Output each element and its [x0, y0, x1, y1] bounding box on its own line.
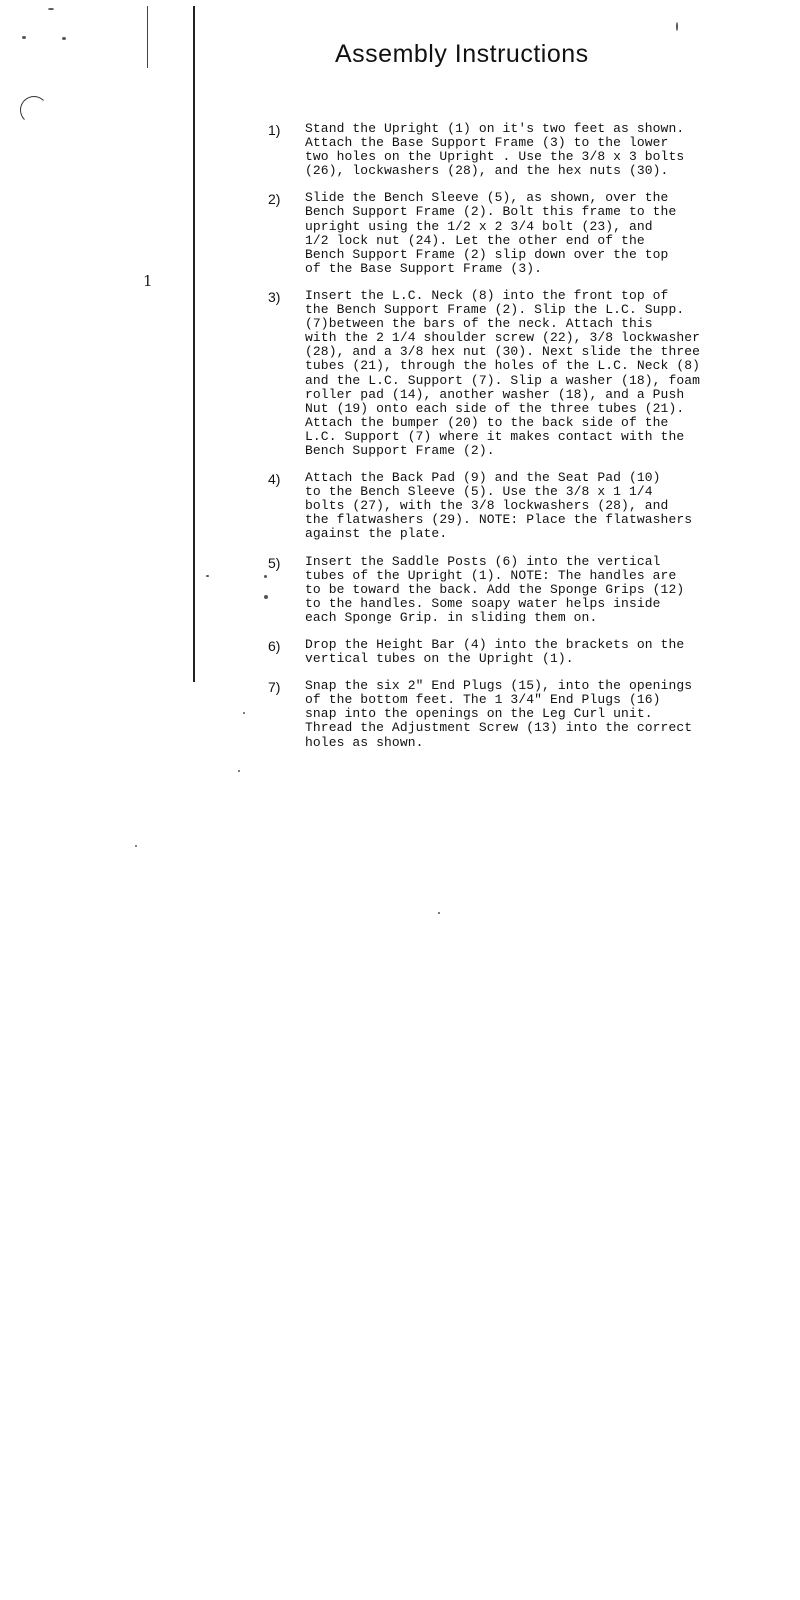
- step-text-line: holes as shown.: [305, 734, 424, 750]
- step-text-line: Insert the L.C. Neck (8) into the front top of: [305, 287, 669, 303]
- instruction-step: [268, 471, 748, 541]
- scan-speck: [438, 912, 440, 914]
- step-text-line: L.C. Support (7) where it makes contact with the: [305, 428, 685, 444]
- step-text-line: of the bottom feet. The 1 3/4" End Plugs (16): [305, 692, 661, 708]
- step-text-line: Drop the Height Bar (4) into the brackets on the: [305, 637, 685, 652]
- step-text-line: Bench Support Frame (2). Bolt this frame to the: [305, 204, 677, 220]
- scan-speck: [243, 712, 245, 714]
- step-text-line: with the 2 1/4 shoulder screw (22), 3/8 lockwasher: [305, 330, 701, 346]
- step-text-line: Snap the six 2" End Plugs (15), into the openings: [305, 678, 693, 694]
- step-text: [305, 555, 748, 625]
- step-text-line: against the plate.: [305, 526, 448, 542]
- step-number: 3): [268, 288, 281, 305]
- step-number: 2): [268, 191, 281, 208]
- step-text-line: vertical tubes on the Upright (1).: [305, 651, 574, 667]
- step-number: 4): [268, 471, 281, 488]
- instruction-list: [268, 122, 748, 763]
- step-text-line: roller pad (14), another washer (18), and a Push: [305, 386, 685, 402]
- step-text-line: the flatwashers (29). NOTE: Place the flatwashers: [305, 512, 693, 528]
- step-text-line: 1/2 lock nut (24). Let the other end of the: [305, 232, 645, 248]
- step-text-line: to the handles. Some soapy water helps inside: [305, 595, 661, 611]
- punch-hole-mark: [20, 96, 48, 124]
- step-text-line: Insert the Saddle Posts (6) into the vertical: [305, 553, 661, 569]
- step-text-line: bolts (27), with the 3/8 lockwashers (28), and: [305, 498, 669, 514]
- step-text-line: to the Bench Sleeve (5). Use the 3/8 x 1 1/4: [305, 484, 653, 500]
- step-text-line: to be toward the back. Add the Sponge Grips (12): [305, 581, 685, 597]
- step-text-line: Thread the Adjustment Screw (13) into the correct: [305, 720, 693, 736]
- scan-speck: [135, 845, 137, 847]
- page-title: Assembly Instructions: [335, 40, 589, 68]
- step-text-line: Slide the Bench Sleeve (5), as shown, over the: [305, 190, 669, 206]
- step-text-line: tubes (21), through the holes of the L.C. Neck (8): [305, 358, 701, 374]
- scan-speck: [264, 575, 267, 578]
- scan-speck: [48, 8, 54, 10]
- step-number: 1): [268, 122, 281, 138]
- step-text-line: of the Base Support Frame (3).: [305, 260, 543, 276]
- step-text-line: Bench Support Frame (2) slip down over the top: [305, 246, 669, 262]
- scan-speck: [238, 770, 240, 772]
- instruction-step: [268, 555, 748, 625]
- step-text-line: snap into the openings on the Leg Curl unit.: [305, 706, 653, 722]
- instruction-step: [268, 638, 748, 666]
- binding-line: [193, 6, 195, 682]
- step-text-line: Attach the Base Support Frame (3) to the lower: [305, 135, 669, 151]
- step-text-line: (26), lockwashers (28), and the hex nuts (30).: [305, 163, 669, 179]
- scan-speck: [62, 37, 66, 40]
- binding-line-thin: [147, 6, 148, 68]
- step-text: [305, 289, 748, 458]
- step-text: [305, 122, 748, 178]
- instruction-step: [268, 679, 748, 749]
- step-text-line: two holes on the Upright . Use the 3/8 x 3 bolts: [305, 149, 685, 165]
- step-number: 5): [268, 554, 281, 571]
- step-text-line: Attach the Back Pad (9) and the Seat Pad (10): [305, 470, 661, 486]
- step-text-line: each Sponge Grip. in sliding them on.: [305, 609, 598, 625]
- step-text-line: (7)between the bars of the neck. Attach this: [305, 316, 653, 332]
- scan-speck: [206, 575, 209, 577]
- instruction-step: [268, 289, 748, 458]
- step-text-line: upright using the 1/2 x 2 3/4 bolt (23), and: [305, 218, 653, 234]
- step-text-line: Bench Support Frame (2).: [305, 442, 495, 458]
- step-text-line: (28), and a 3/8 hex nut (30). Next slide the three: [305, 344, 701, 360]
- step-text-line: Attach the bumper (20) to the back side of the: [305, 414, 669, 430]
- step-text: [305, 471, 748, 541]
- step-text: [305, 638, 748, 666]
- step-number: 6): [268, 638, 281, 654]
- scan-speck: [676, 22, 678, 31]
- step-text-line: Nut (19) onto each side of the three tubes (21).: [305, 400, 685, 416]
- step-number: 7): [268, 679, 281, 696]
- step-text-line: and the L.C. Support (7). Slip a washer (18), foam: [305, 372, 701, 388]
- instruction-step: [268, 191, 748, 276]
- margin-mark: 1: [143, 272, 153, 290]
- step-text: [305, 679, 748, 749]
- step-text-line: the Bench Support Frame (2). Slip the L.C. Supp.: [305, 302, 685, 318]
- instruction-step: [268, 122, 748, 178]
- step-text-line: Stand the Upright (1) on it's two feet as shown.: [305, 121, 685, 136]
- step-text: [305, 191, 748, 276]
- step-text-line: tubes of the Upright (1). NOTE: The handles are: [305, 567, 677, 583]
- scan-speck: [22, 36, 26, 39]
